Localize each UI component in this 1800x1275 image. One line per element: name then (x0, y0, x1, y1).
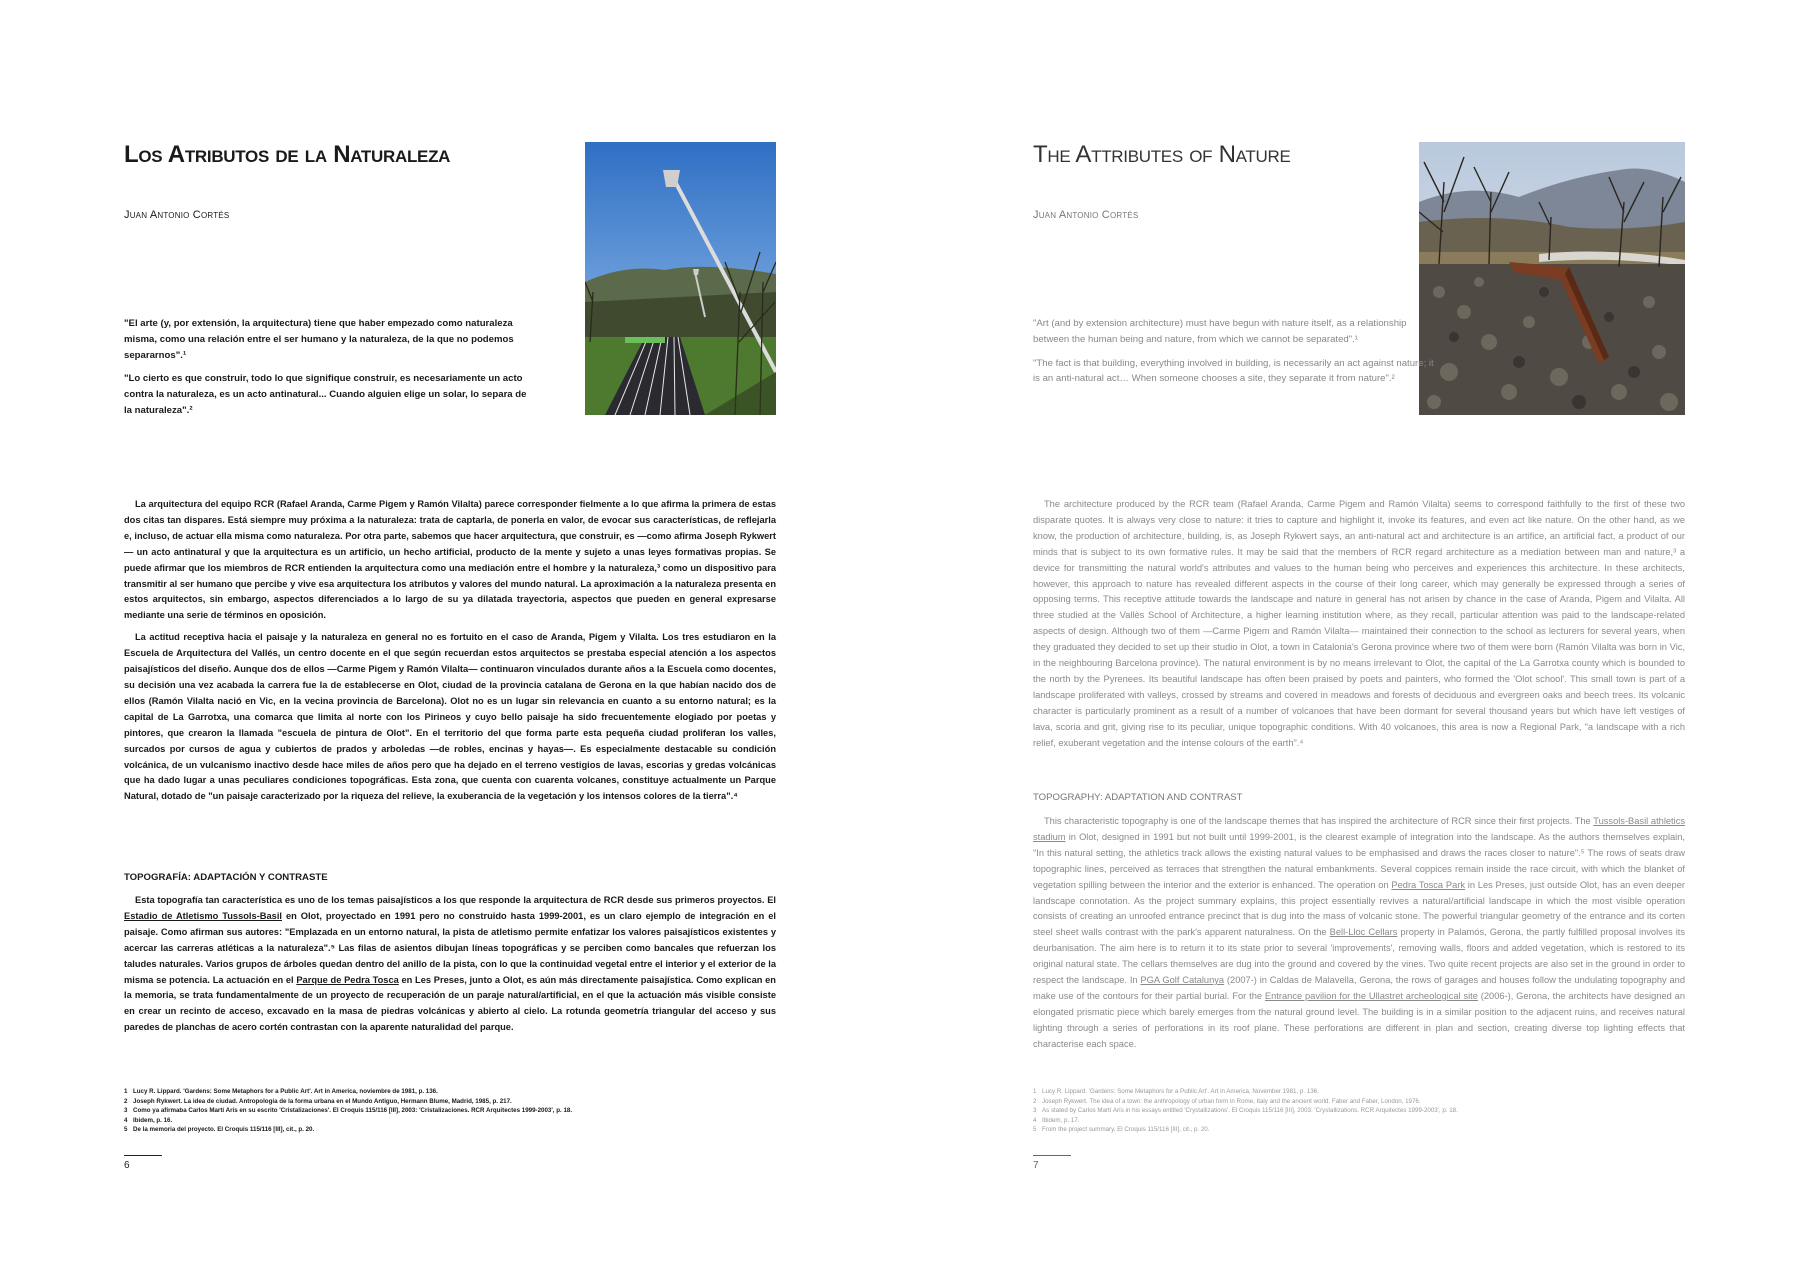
project-link-pga-golf[interactable]: PGA Golf Catalunya (1140, 975, 1225, 986)
section-heading: TOPOGRAPHY: ADAPTATION AND CONTRAST (1033, 792, 1243, 803)
page-number-rule (124, 1155, 162, 1156)
page-number: 6 (124, 1160, 130, 1171)
body-text (124, 497, 776, 811)
footnote: 1 Lucy R. Lippard. 'Gardens: Some Metaphors for a Public Art'. Art in America, November 1981, p. 136. (1033, 1088, 1319, 1095)
project-link-pedra-tosca[interactable]: Pedra Tosca Park (1391, 879, 1465, 890)
project-link-bell-lloc[interactable]: Bell-Lloc Cellars (1329, 927, 1398, 938)
paragraph: La arquitectura del equipo RCR (Rafael Aranda, Carme Pigem y Ramón Vilalta) parece corresponder fielmente a lo que afirma la primera de estas dos citas tan dispares. Está siempre muy próxima a la naturaleza: trata de captarla, de ponerla en valor, de evocar sus características, de reflejarla e, incluso, de actuar ella misma como naturaleza. Por otra parte, sabemos que hacer arquitectura, que construir, es —como afirma Joseph Rykwert— un acto antinatural y que la arquitectura es un artificio, un hecho artificial, producto de la mente y sujeto a unas leyes formativas propias. Se puede afirmar que los miembros de RCR entienden la arquitectura como una mediación entre el hombre y la naturaleza,³ como un dispositivo para transmitir al ser humano que percibe y vive esa arquitectura los atributos y valores del mundo natural. La aproximación a la naturaleza presenta en estos arquitectos, sin embargo, aspectos diferenciados a lo largo de su ya dilatada trayectoria, aspectos que pueden en general expresarse mediante una serie de términos en oposición. (124, 499, 776, 621)
athletics-track-photo (585, 142, 776, 415)
epigraph-quotes (124, 316, 532, 427)
footnote: 3 As stated by Carlos Martí Arís in his essays entitled 'Crystallizations'. El Croquis 115/116 [III], 2003: 'Crystallizations. RCR Arquitectes 1999-2003', p. 18. (1033, 1107, 1458, 1114)
section-body-text (124, 893, 776, 1042)
footnote: 1 Lucy R. Lippard. 'Gardens: Some Metaphors for a Public Art'. Art in America, noviembre de 1981, p. 136. (124, 1088, 438, 1095)
page-title: Los Atributos de la Naturaleza (124, 141, 451, 168)
right-page (900, 0, 1800, 1275)
footnote: 5 From the project summary. El Croquis 115/116 [III], cit., p. 20. (1033, 1126, 1210, 1133)
pedra-tosca-park-photo (1419, 142, 1685, 415)
body-text (1033, 497, 1685, 758)
page-number: 7 (1033, 1160, 1039, 1171)
epigraph-quote-2: "The fact is that building, everything involved in building, is necessarily an act against nature; it is an anti-natural act… When someone chooses a site, they separate it from nature".² (1033, 357, 1434, 385)
section-body-text (1033, 814, 1685, 1059)
footnote: 2 Joseph Rykwert. La idea de ciudad. Antropología de la forma urbana en el Mundo Antiguo, Hermann Blume, Madrid, 1985, p. 217. (124, 1097, 512, 1105)
epigraph-quote-2: "Lo cierto es que construir, todo lo que signifique construir, es necesariamente un acto contra la naturaleza, es un acto antinatural... Cuando alguien elige un solar, lo separa de la naturaleza".² (124, 373, 527, 416)
author-name: Juan Antonio Cortés (1033, 209, 1139, 221)
footnote: 3 Como ya afirmaba Carlos Martí Arís en su escrito 'Cristalizaciones'. El Croquis 115/116 [III], 2003: 'Cristalizaciones. RCR Arquitectes 1999-2003', p. 18. (124, 1107, 573, 1114)
epigraph-quotes (1033, 316, 1441, 395)
paragraph: Esta topografía tan característica es uno de los temas paisajísticos a los que responde la arquitectura de RCR desde sus primeros proyectos. El Estadio de Atletismo Tussols-Basil en Olot, proyectado en 1991 pero no construido hasta 1999-2001, es un claro ejemplo de integración en el paisaje. Como afirman sus autores: "Emplazada en un entorno natural, la pista de atletismo permite enfatizar los valores paisajísticos existentes y acercar las carreras atléticas a la naturaleza".⁵ Las filas de asientos dibujan líneas topográficas y se perciben como bancales que refuerzan los taludes naturales. Varios grupos de árboles quedan dentro del anillo de la pista, con lo que la continuidad vegetal entre el interior y el exterior de la misma se potencia. La actuación en el Parque de Pedra Tosca en Les Preses, junto a Olot, es aún más directamente paisajística. Como explican en la memoria, se trata fundamentalmente de un proyecto de recuperación de un paraje natural/artificial, en el que la actuación más visible consiste en crear un recinto de acceso, excavado en la masa de piedras volcánicas y abierto al cielo. La rotunda geometría triangular del acceso y sus paredes de planchas de acero cortén contrastan con la aparente naturalidad del parque. (124, 895, 776, 1033)
project-link-stadium[interactable]: Estadio de Atletismo Tussols-Basil (124, 910, 283, 921)
page-title: The Attributes of Nature (1033, 141, 1291, 168)
paragraph: The architecture produced by the RCR team (Rafael Aranda, Carme Pigem and Ramón Vilalta) seems to correspond faithfully to the first of these two disparate quotes. It is always very close to nature: it tries to capture and highlight it, invoke its features, and even act like nature. On the other hand, as we know, the production of architecture, building, is, as Joseph Rykwert says, an anti-natural act and architecture is an artifice, an artificial fact, a product of our minds that is subject to its own formative rules. It may be said that the members of RCR regard architecture as a mediation between man and nature,³ a device for transmitting the natural world's attributes and values to the human being who perceives and experiences this architecture. In these architects, however, this approach to nature has revealed different aspects in the course of their long career, which may generally be expressed through a series of opposing terms. This receptive attitude towards the landscape and nature in general has not arisen by chance in the case of Aranda, Pigem and Vilalta. All three studied at the Vallès School of Architecture, a higher learning institution where, as they recall, particular attention was paid to the landscape-related aspects of design. Although two of them —Carme Pigem and Ramón Vilalta— maintained their connection to the school as lecturers for several years, when they graduated they decided to set up their studio in Olot, a town in Catalonia's Gerona province where two of them were born (Ramón Vilalta was born in Vic, in the neighbouring Barcelona province). The natural environment is by no means irrelevant to Olot, the capital of the La Garrotxa county which is bounded to the north by the Pyrenees. Its beautiful landscape has often been praised by poets and painters, who formed the 'Olot school'. This small town is part of a landscape proliferated with valleys, crossed by streams and covered in meadows and forests of deciduous and evergreen oaks and beech trees. Its volcanic character is particularly prominent as a result of a number of volcanoes that have been dormant for several thousand years but which have left vestiges of lava, scoria and grit, giving rise to its peculiar, unique topographic conditions. With 40 volcanoes, this area is now a Regional Park, "a landscape with a rich relief, exuberant vegetation and the intense colours of the earth".⁴ (1033, 499, 1685, 748)
epigraph-quote-1: "El arte (y, por extensión, la arquitectura) tiene que haber empezado como naturaleza misma, como una relación entre el ser humano y la naturaleza, de la que no podemos separarnos".¹ (124, 318, 514, 361)
footnote: 2 Joseph Rykwert. The idea of a town: the anthropology of urban form in Rome, Italy and the ancient world. Faber and Faber, London, 1976. (1033, 1097, 1421, 1105)
project-link-ullastret[interactable]: Entrance pavilion for the Ullastret archeological site (1264, 990, 1478, 1001)
footnote: 4 Ibidem, p. 17. (1033, 1116, 1080, 1124)
paragraph: This characteristic topography is one of the landscape themes that has inspired the architecture of RCR since their first projects. The Tussols-Basil athletics stadium in Olot, designed in 1991 but not built until 1999-2001, is the clearest example of integration into the landscape. As the authors themselves explain, "In this natural setting, the athletics track allows the existing natural values to be emphasised and draws the races closer to nature".⁵ The rows of seats draw topographic lines, perceived as terraces that strengthen the natural embankments. Several coppices remain inside the race circuit, with which the blanket of vegetation spilling between the interior and the exterior is enhanced. The operation on Pedra Tosca Park in Les Preses, just outside Olot, has an even deeper landscape connotation. As the project summary explains, this project essentially revives a natural/artificial landscape in which the most visible operation consists of creating an unroofed entrance precinct that is dug into the mass of volcanic stone. The powerful triangular geometry of the entrance and its corten steel sheet walls contrast with the park's apparent naturalness. On the Bell-Lloc Cellars property in Palamós, Gerona, the partly fulfilled proposal involves its deurbanisation. The aim here is to return it to its state prior to several 'improvements', removing walls, floors and added vegetation, which is restored to its original natural state. The cellars themselves are dug into the ground and covered by the vines. Two quite recent projects are also set in the ground in order to respect the landscape. In PGA Golf Catalunya (2007-) in Caldas de Malavella, Gerona, the rows of garages and houses follow the undulating topography and make use of the contours for their partial burial. For the Entrance pavilion for the Ullastret archeological site (2006-), Gerona, the architects have designed an elongated prismatic piece which barely emerges from the natural ground level. The building is in a similar position to the adjacent ruins, and receives natural lighting through a series of perforations in its roof plane. These perforations are different in plan and section, creating diverse top lighting effects that characterise each space. (1033, 816, 1686, 1049)
epigraph-quote-1: "Art (and by extension architecture) must have begun with nature itself, as a relationship between the human being and nature, from which we cannot be separated".¹ (1033, 318, 1407, 345)
section-heading: TOPOGRAFÍA: ADAPTACIÓN Y CONTRASTE (124, 872, 328, 883)
footnote: 4 Ibidem, p. 16. (124, 1116, 173, 1124)
page-number-rule (1033, 1155, 1071, 1156)
footnotes (1033, 1087, 1673, 1135)
footnotes (124, 1087, 764, 1135)
author-name: Juan Antonio Cortés (124, 209, 230, 221)
project-link-pedra-tosca[interactable]: Parque de Pedra Tosca (296, 974, 399, 985)
paragraph: La actitud receptiva hacia el paisaje y la naturaleza en general no es fortuito en el caso de Aranda, Pigem y Vilalta. Los tres estudiaron en la Escuela de Arquitectura del Vallés, un centro docente en el que según recuerdan estos arquitectos se prestaba especial atención a los aspectos paisajísticos del diseño. Aunque dos de ellos —Carme Pigem y Ramón Vilalta— continuaron vinculados durante años a la Escuela como docentes, su decisión una vez acabada la carrera fue la de establecerse en Olot, ciudad de la provincia catalana de Gerona en la que habían nacido dos de ellos (Ramón Vilalta nació en Vic, en la vecina provincia de Barcelona). Olot no es un lugar sin relevancia en cuanto a su entorno natural; es la capital de La Garrotxa, una comarca que limita al norte con los Pirineos y cuyo bello paisaje ha sido frecuentemente elogiado por poetas y pintores, que crearon la llamada "escuela de pintura de Olot". En el territorio del que forma parte esta pequeña ciudad proliferan los valles, surcados por cursos de agua y cubiertos de prados y arboledas —de robles, encinas y hayas—. Es especialmente destacable su condición volcánica, de un vulcanismo inactivo desde hace miles de años pero que ha dejado en el terreno vestigios de lavas, escorias y gredas volcánicas que ha dado lugar a unas peculiares condiciones topográficas. Esta zona, que cuenta con cuarenta volcanes, constituye actualmente un Parque Natural, dotado de "un paisaje caracterizado por la riqueza del relieve, la exuberancia de la vegetación y los intensos colores de la tierra".⁴ (124, 632, 776, 802)
footnote: 5 De la memoria del proyecto. El Croquis 115/116 [III], cit., p. 20. (124, 1126, 315, 1133)
project-link-stadium[interactable]: Tussols-Basil athletics stadium (1033, 816, 1685, 842)
